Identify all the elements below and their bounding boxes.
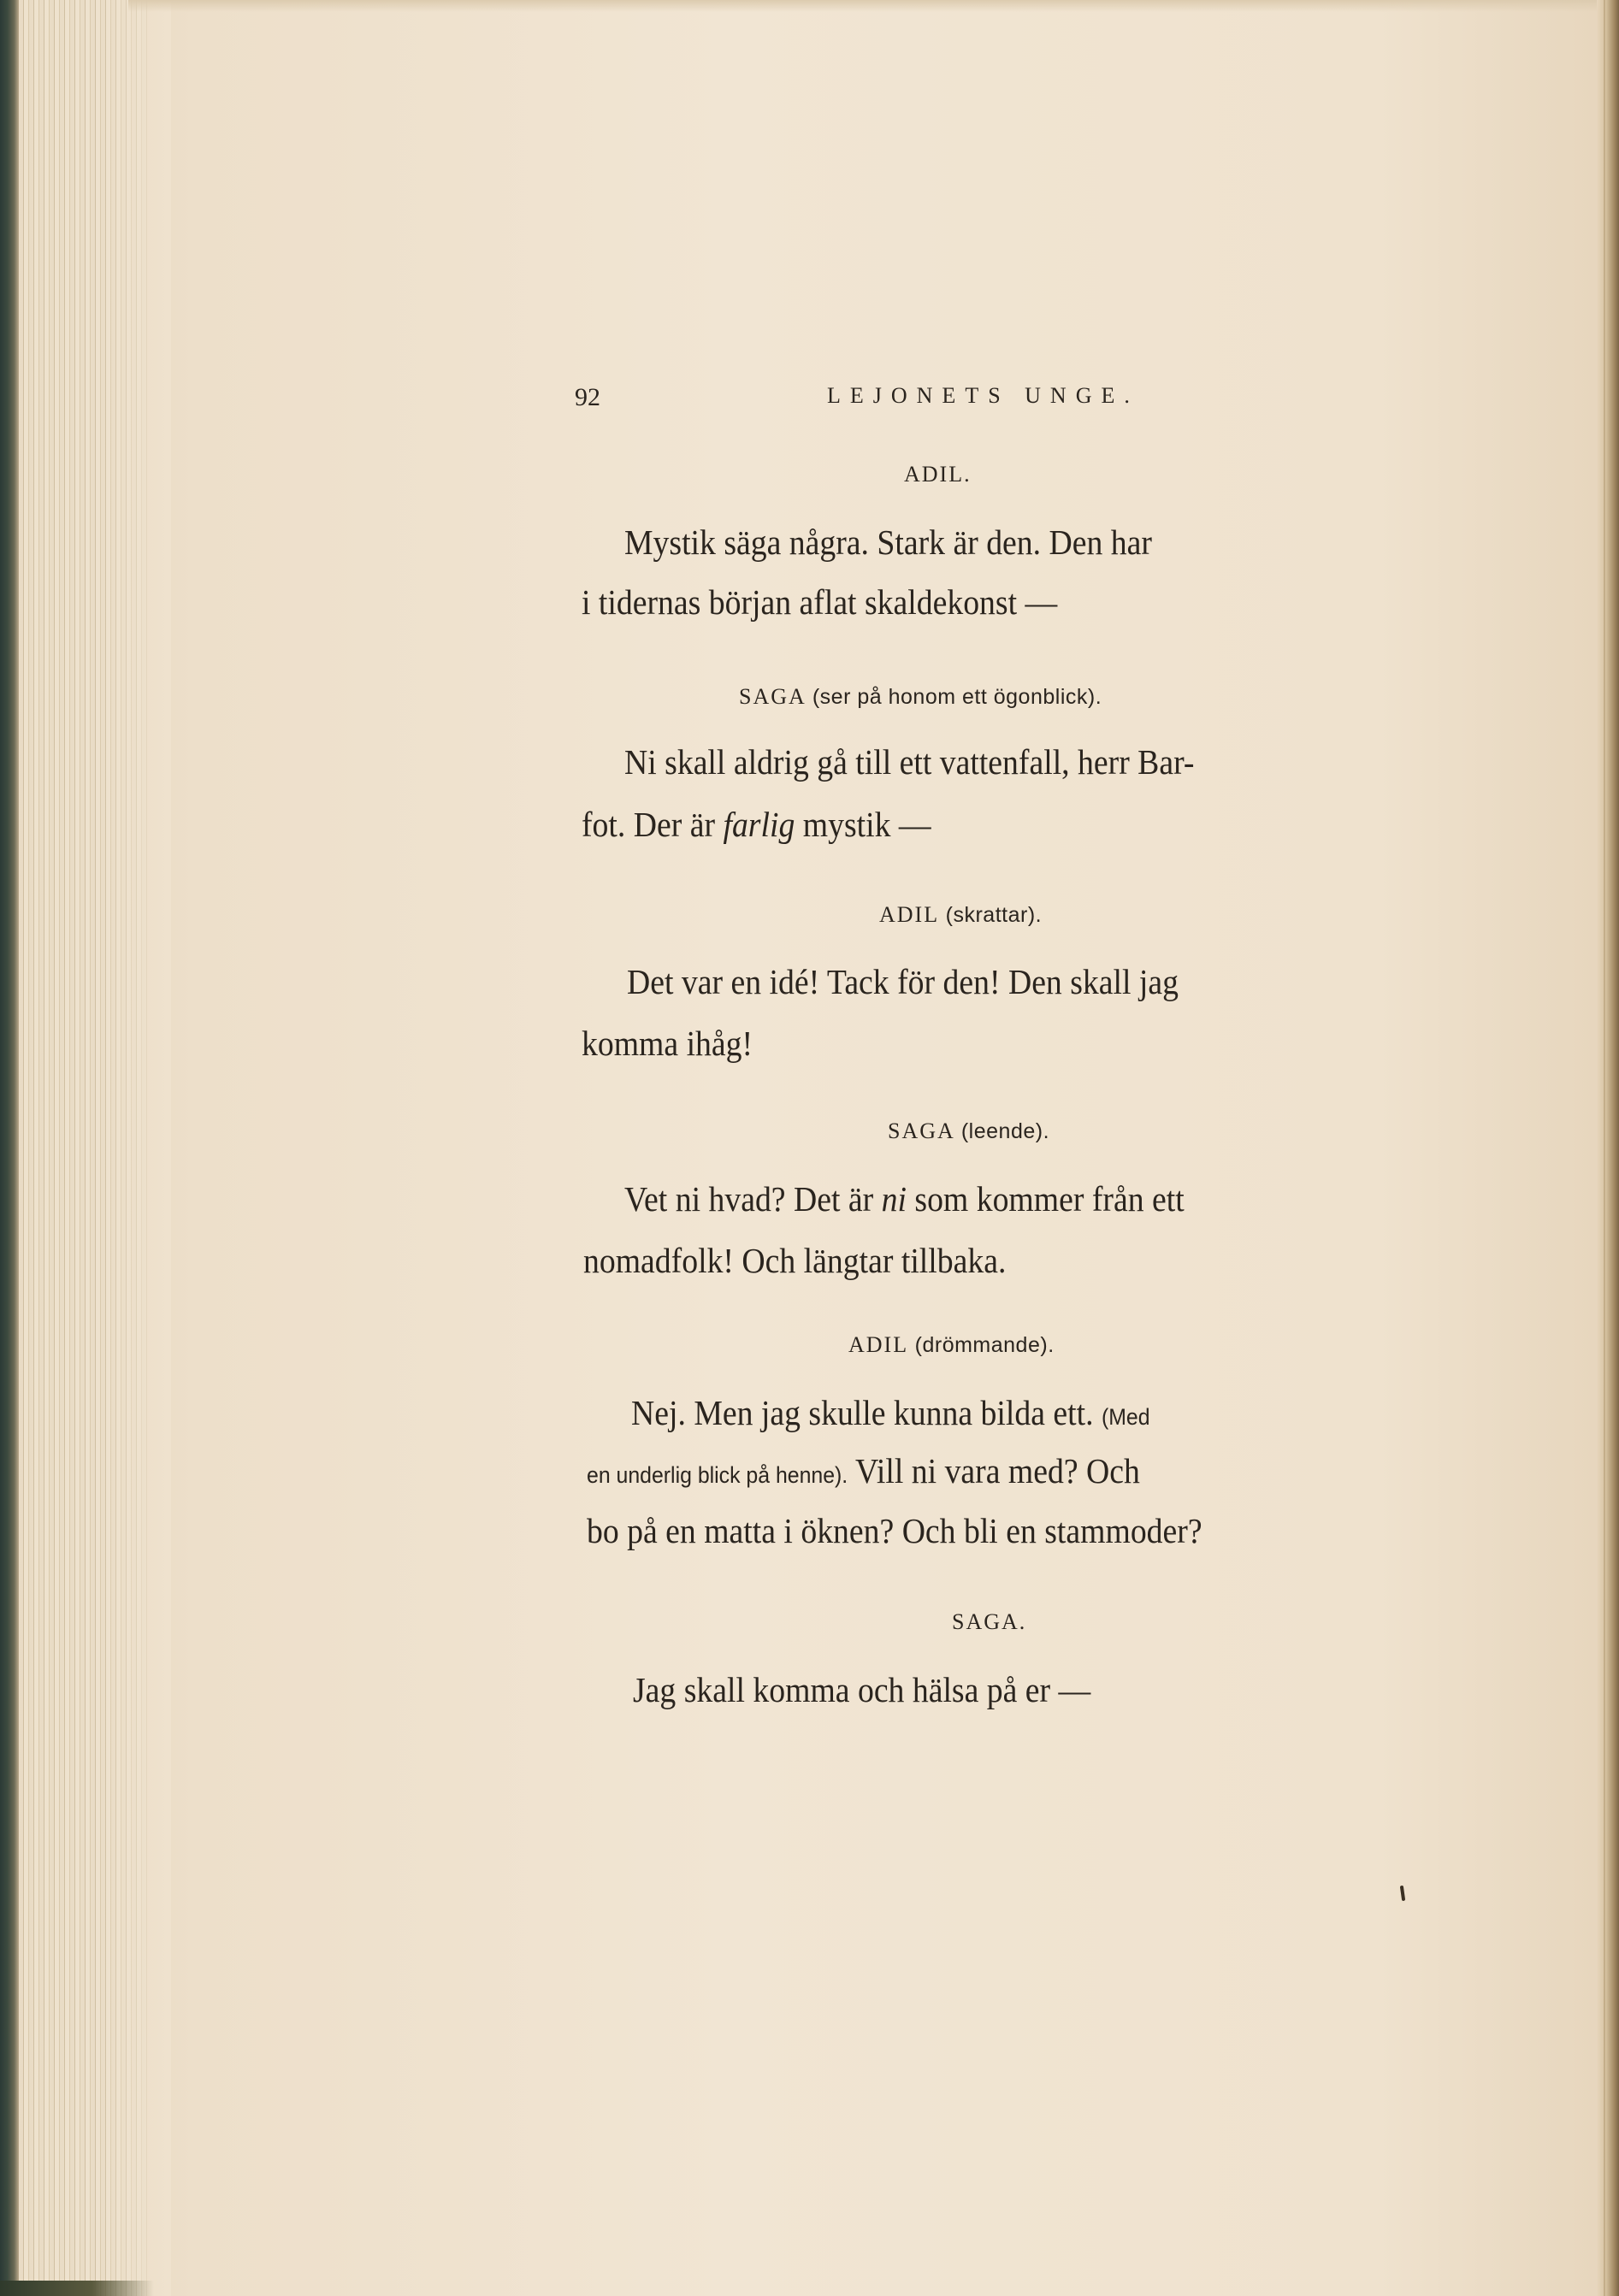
emphasis: farlig: [723, 805, 795, 844]
speaker-heading: [739, 684, 1102, 710]
dialogue-line: Mystik säga några. Stark är den. Den har: [624, 522, 1152, 562]
dialogue-line: komma ihåg!: [582, 1024, 753, 1063]
stage-direction: en underlig blick på henne).: [587, 1462, 848, 1488]
dialogue-line: Jag skall komma och hälsa på er —: [633, 1670, 1091, 1709]
right-edge-line: [1604, 0, 1605, 2296]
page-edge-shadow: [103, 0, 171, 2296]
book-binding: [0, 0, 19, 2296]
speaker-heading: [848, 1332, 1055, 1358]
dialogue-line: bo på en matta i öknen? Och bli en stammoder?: [587, 1511, 1202, 1550]
dialogue-line: fot. Der är farlig mystik —: [582, 805, 931, 844]
speaker-name: SAGA: [739, 684, 806, 709]
speaker-name: ADIL: [879, 902, 939, 927]
page-number: 92: [575, 383, 600, 411]
stage-direction: (leende).: [960, 1119, 1050, 1143]
binding-bottom: [0, 2281, 154, 2296]
stage-direction: (Med: [1101, 1404, 1150, 1430]
speaker-heading: [904, 462, 972, 487]
running-head: [575, 383, 1156, 417]
right-page-edge: [1597, 0, 1619, 2296]
ink-speck: [1400, 1886, 1405, 1901]
speaker-name: SAGA: [888, 1118, 954, 1143]
stage-direction: (skrattar).: [945, 903, 1043, 927]
speaker-heading: [888, 1118, 1049, 1144]
dialogue-line: nomadfolk! Och längtar tillbaka.: [583, 1241, 1007, 1280]
top-shadow: [128, 0, 1599, 12]
speaker-heading: [952, 1609, 1026, 1635]
emphasis: ni: [881, 1179, 907, 1219]
dialogue-line: Nej. Men jag skulle kunna bilda ett. (Med: [631, 1393, 1150, 1432]
speaker-name: SAGA.: [952, 1609, 1027, 1634]
running-head-title: LEJONETS UNGE.: [827, 383, 1139, 408]
stage-direction: (drömmande).: [914, 1333, 1055, 1357]
dialogue-line: Vet ni hvad? Det är ni som kommer från ett: [624, 1179, 1185, 1219]
speaker-heading: [879, 902, 1042, 928]
stage-direction: (ser på honom ett ögonblick).: [812, 685, 1102, 709]
dialogue-line: Ni skall aldrig gå till ett vattenfall, herr Bar-: [624, 742, 1195, 782]
speaker-name: ADIL.: [904, 462, 972, 487]
dialogue-line: Det var en idé! Tack för den! Den skall jag: [627, 962, 1179, 1001]
dialogue-line: i tidernas början aflat skaldekonst —: [582, 582, 1058, 622]
speaker-name: ADIL: [848, 1332, 908, 1357]
dialogue-line: en underlig blick på henne). Vill ni vara med? Och: [587, 1451, 1140, 1490]
